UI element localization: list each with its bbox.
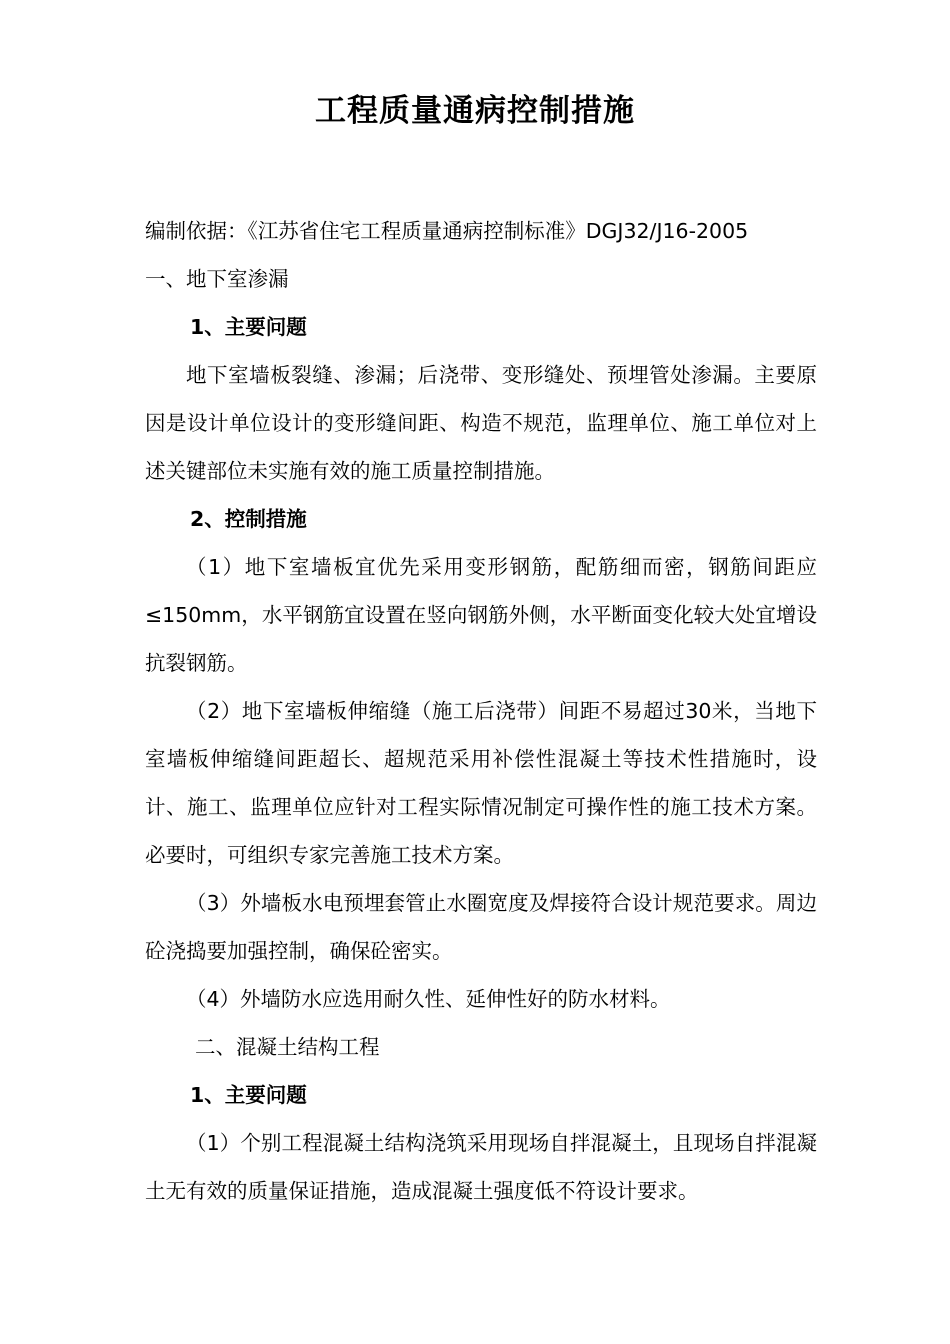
measure-item-3: （3）外墙板水电预埋套管止水圈宽度及焊接符合设计规范要求。周边砼浇捣要加强控制，确保砼密实。 [145,891,817,963]
measure-item-2: （2）地下室墙板伸缩缝（施工后浇带）间距不易超过30米，当地下室墙板伸缩缝间距超长、超规范采用补偿性混凝土等技术性措施时，设计、施工、监理单位应针对工程实际情况制定可操作性的施工技术方案。必要时，可组织专家完善施工技术方案。 [145,699,817,867]
paragraph-main-problems: 地下室墙板裂缝、渗漏；后浇带、变形缝处、预埋管处渗漏。主要原因是设计单位设计的变形缝间距、构造不规范，监理单位、施工单位对上述关键部位未实施有效的施工质量控制措施。 [145,363,817,483]
measure-item-1: （1）地下室墙板宜优先采用变形钢筋，配筋细而密，钢筋间距应≤150mm，水平钢筋宜设置在竖向钢筋外侧，水平断面变化较大处宜增设抗裂钢筋。 [145,555,817,675]
measure-item-4: （4）外墙防水应选用耐久性、延伸性好的防水材料。 [186,987,671,1011]
subsection-heading-control-measures: 2、控制措施 [190,507,307,531]
document-body [145,207,817,1215]
document-title: 工程质量通病控制措施 [315,93,635,129]
subsection-heading-main-problems-2: 1、主要问题 [190,1083,307,1107]
problem-item-1: （1）个别工程混凝土结构浇筑采用现场自拌混凝土，且现场自拌混凝土无有效的质量保证措施，造成混凝土强度低不符设计要求。 [145,1131,817,1203]
section-heading-basement-leakage: 一、地下室渗漏 [145,267,289,291]
section-heading-concrete-structure: 二、混凝土结构工程 [195,1035,380,1059]
subsection-heading-main-problems: 1、主要问题 [190,315,307,339]
compilation-basis: 编制依据：《江苏省住宅工程质量通病控制标准》DGJ32/J16-2005 [145,219,749,243]
